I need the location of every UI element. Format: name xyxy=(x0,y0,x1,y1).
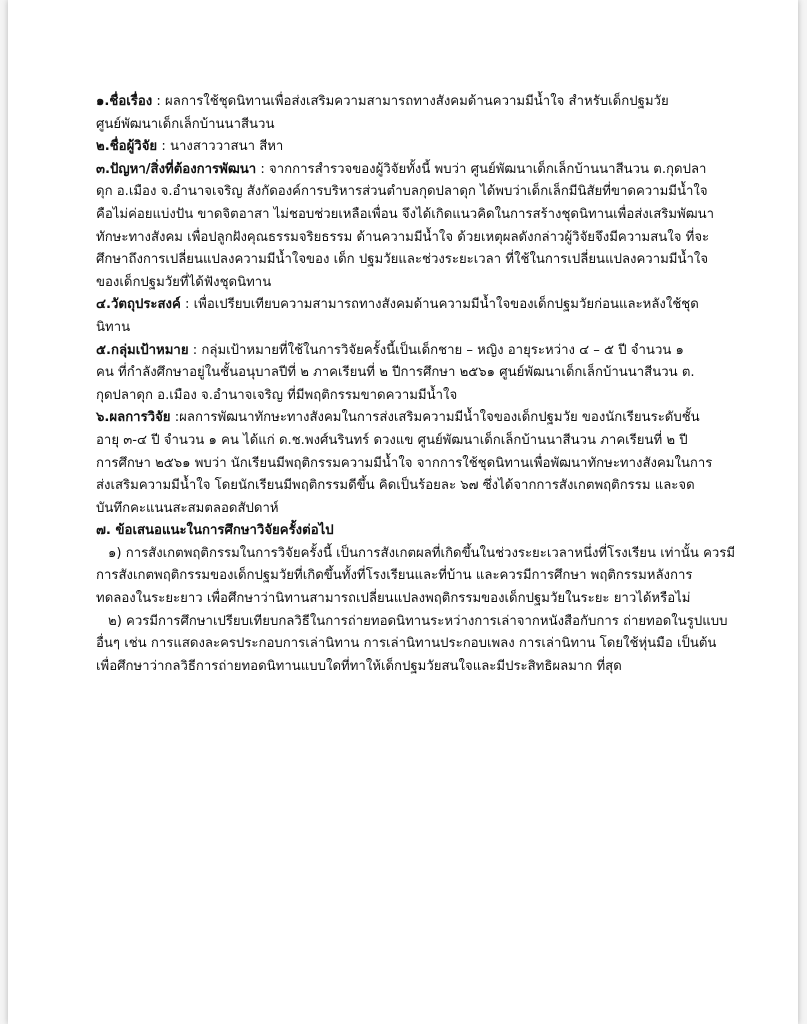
text-line: การศึกษา ๒๕๖๑ พบว่า นักเรียนมีพฤติกรรมความมีน้ำใจ จากการใช้ชุดนิทานเพื่อพัฒนาทักษะทางสังคมในการ xyxy=(96,455,713,471)
section-title xyxy=(96,91,728,136)
section-result xyxy=(96,407,728,520)
section-target xyxy=(96,340,728,408)
text-line: ศึกษาถึงการเปลี่ยนแปลงความมีน้ำใจของ เด็ก ปฐมวัยและช่วงระยะเวลา ที่ใช้ในการเปลี่ยนแปลงความมีน้ำใจ xyxy=(96,252,709,268)
section-problem xyxy=(96,159,728,295)
text-line: ๑) การสังเกตพฤติกรรมในการวิจัยครั้งนี้ เป็นการสังเกตผลที่เกิดขึ้นในช่วงระยะเวลาหนึ่งที่โรงเรียน เท่านั้น ควรมี xyxy=(108,545,736,561)
text-line: นิทาน xyxy=(96,319,131,335)
section-researcher xyxy=(96,136,728,159)
section-label: ๓.ปัญหา/สิ่งที่ต้องการพัฒนา xyxy=(96,161,257,177)
text-line xyxy=(96,91,728,114)
document-page xyxy=(8,0,798,1024)
text-line: คน ที่กำลังศึกษาอยู่ในชั้นอนุบาลปีที่ ๒ ภาคเรียนที่ ๒ ปีการศึกษา ๒๕๖๑ ศูนย์พัฒนาเด็กเล็กบ้านนาสีนวน ต. xyxy=(96,365,695,381)
text-line: ของเด็กปฐมวัยที่ได้ฟังชุดนิทาน xyxy=(96,274,272,290)
text-line: การสังเกตพฤติกรรมของเด็กปฐมวัยที่เกิดขึ้นทั้งที่โรงเรียนและที่บ้าน และควรมีการศึกษา พฤติกรรมหลังการ xyxy=(96,568,693,584)
section-label: ๑.ชื่อเรื่อง xyxy=(96,94,153,109)
text-line: ทักษะทางสังคม เพื่อปลูกฝังคุณธรรมจริยธรรม ด้านความมีน้ำใจ ด้วยเหตุผลดังกล่าวผู้วิจัยจึงมีความสนใจ ที่จะ xyxy=(96,229,710,245)
section-label: ๔.วัตถุประสงค์ xyxy=(96,297,181,313)
text-line: อื่นๆ เช่น การแสดงละครประกอบการเล่านิทาน การเล่านิทานประกอบเพลง การเล่านิทาน โดยใช้หุ่นมือ เป็นต้น xyxy=(96,636,717,652)
text-line: เพื่อศึกษาว่ากลวิธีการถ่ายทอดนิทานแบบใดที่ทาให้เด็กปฐมวัยสนใจและมีประสิทธิผลมาก ที่สุด xyxy=(96,658,622,674)
section-suggestion xyxy=(96,520,736,678)
section-text: :ผลการพัฒนาทักษะทางสังคมในการส่งเสริมความมีน้ำใจของเด็กปฐมวัย ของนักเรียนระดับชั้น xyxy=(170,410,700,426)
text-line: อายุ ๓-๔ ปี จำนวน ๑ คน ได้แก่ ด.ช.พงศ์นรินทร์ ดวงแข ศูนย์พัฒนาเด็กเล็กบ้านนาสีนวน ภาคเรียนที่ ๒ ปี xyxy=(96,432,688,448)
section-heading: ๗. ข้อเสนอแนะในการศึกษาวิจัยครั้งต่อไป xyxy=(96,523,334,539)
text-line: ทดลองในระยะยาว เพื่อศึกษาว่านิทานสามารถเปลี่ยนแปลงพฤติกรรมของเด็กปฐมวัยในระยะ ยาวได้หรือไม่ xyxy=(96,591,691,607)
section-text: : จากการสำรวจของผู้วิจัยทั้งนี้ พบว่า ศูนย์พัฒนาเด็กเล็กบ้านนาสีนวน ต.กุดปลา xyxy=(256,161,707,177)
text-line: กุดปลาดุก อ.เมือง จ.อำนาจเจริญ ที่มีพฤติกรรมขาดความมีน้ำใจ xyxy=(96,387,458,403)
text-line xyxy=(96,136,728,159)
document-body xyxy=(96,91,736,678)
section-text: : ผลการใช้ชุดนิทานเพื่อส่งเสริมความสามารถทางสังคมด้านความมีน้ำใจ สำหรับเด็กปฐมวัย xyxy=(152,94,669,109)
section-objective xyxy=(96,294,728,339)
text-line: ส่งเสริมความมีน้ำใจ โดยนักเรียนมีพฤติกรรมดีขึ้น คิดเป็นร้อยละ ๖๗ ซึ่งได้จากการสังเกตพฤติกรรม และจด xyxy=(96,478,695,494)
text-line xyxy=(96,294,728,317)
section-text: : เพื่อเปรียบเทียบความสามารถทางสังคมด้านความมีน้ำใจของเด็กปฐมวัยก่อนและหลังใช้ชุด xyxy=(180,297,699,313)
text-line xyxy=(96,159,728,182)
section-text: : กลุ่มเป้าหมายที่ใช้ในการวิจัยครั้งนี้เป็นเด็กชาย – หญิง อายุระหว่าง ๔ – ๕ ปี จำนวน ๑ xyxy=(188,342,684,358)
section-label: ๒.ชื่อผู้วิจัย xyxy=(96,139,158,155)
text-line: คือไม่ค่อยแบ่งปัน ขาดจิตอาสา ไม่ชอบช่วยเหลือเพื่อน จึงได้เกิดแนวคิดในการสร้างชุดนิทานเพื่อส่งเสริมพัฒนา xyxy=(96,206,715,222)
text-line xyxy=(96,407,728,430)
section-text: : นางสาววาสนา สีหา xyxy=(157,139,284,155)
text-line xyxy=(96,340,728,363)
text-line: บันทึกคะแนนสะสมตลอดสัปดาห์ xyxy=(96,500,279,516)
section-label: ๕.กลุ่มเป้าหมาย xyxy=(96,342,189,358)
text-line: ๒) ควรมีการศึกษาเปรียบเทียบกลวิธีในการถ่ายทอดนิทานระหว่างการเล่าจากหนังสือกับการ ถ่ายทอดในรูปแบบ xyxy=(108,613,728,629)
text-line: ศูนย์พัฒนาเด็กเล็กบ้านนาสีนวน xyxy=(96,116,275,132)
section-label: ๖.ผลการวิจัย xyxy=(96,410,171,426)
text-line: ดุก อ.เมือง จ.อำนาจเจริญ สังกัดองค์การบริหารส่วนตำบลกุดปลาดุก ได้พบว่าเด็กเล็กมีนิสัยที่ขาดความมีน้ำใจ xyxy=(96,184,708,200)
